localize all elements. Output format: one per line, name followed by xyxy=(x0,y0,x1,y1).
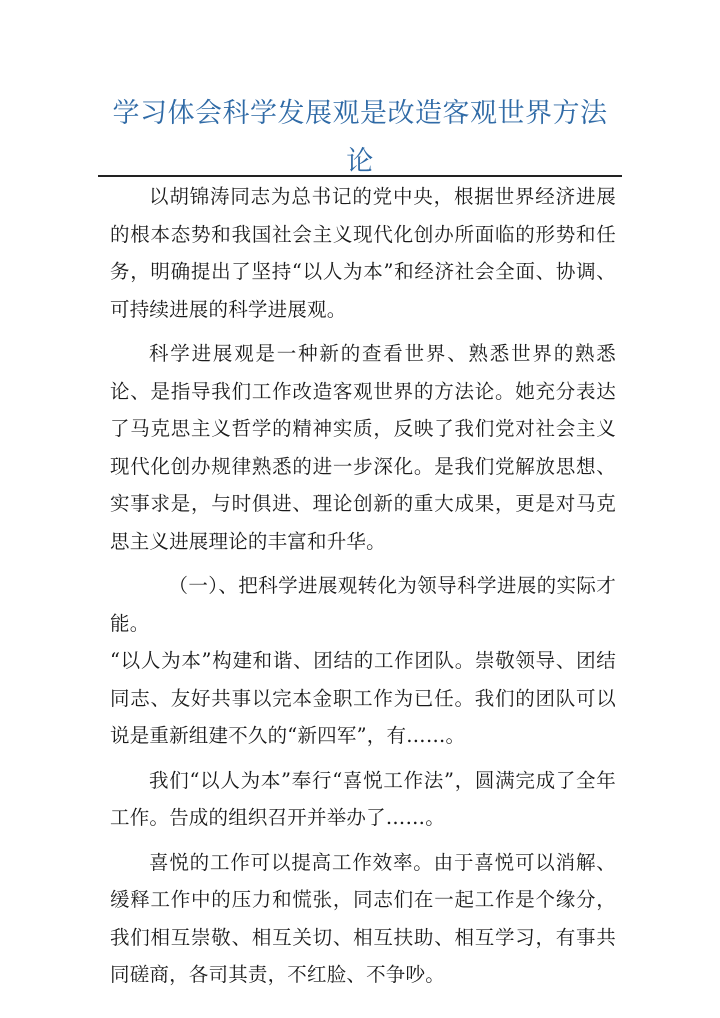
document-body xyxy=(110,178,616,994)
title-divider xyxy=(98,175,622,177)
paragraph-happy-work: 我们“以人为本”奉行“喜悦工作法”，圆满完成了全年工作。告成的组织召开并举办了……。 xyxy=(110,768,616,829)
paragraph-intro: 以胡锦涛同志为总书记的党中央，根据世界经济进展的根本态势和我国社会主义现代化创办所面临的形势和任务，明确提出了坚持“以人为本”和经济社会全面、协调、可持续进展的科学进展观。 xyxy=(110,185,616,321)
paragraph-methodology: 科学进展观是一种新的查看世界、熟悉世界的熟悉论、是指导我们工作改造客观世界的方法论。她充分表达了马克思主义哲学的精神实质，反映了我们党对社会主义现代化创办规律熟悉的进一步深化。是我们党解放思想、实事求是，与时俱进、理论创新的重大成果，更是对马克思主义进展理论的丰富和升华。 xyxy=(110,342,616,553)
paragraph-efficiency: 喜悦的工作可以提高工作效率。由于喜悦可以消解、缓释工作中的压力和慌张，同志们在一起工作是个缘分，我们相互崇敬、相互关切、相互扶助、相互学习，有事共同磋商，各司其责，不红脸、不争吵。 xyxy=(110,850,616,986)
document-title: 学习体会科学发展观是改造客观世界方法论 xyxy=(112,98,608,177)
paragraph-team: “以人为本”构建和谐、团结的工作团队。崇敬领导、团结同志、友好共事以完本金职工作为已任。我们的团队可以说是重新组建不久的“新四军”，有……。 xyxy=(110,649,616,747)
section-heading-1: （一）、把科学进展观转化为领导科学进展的实际才能。 xyxy=(110,574,616,635)
